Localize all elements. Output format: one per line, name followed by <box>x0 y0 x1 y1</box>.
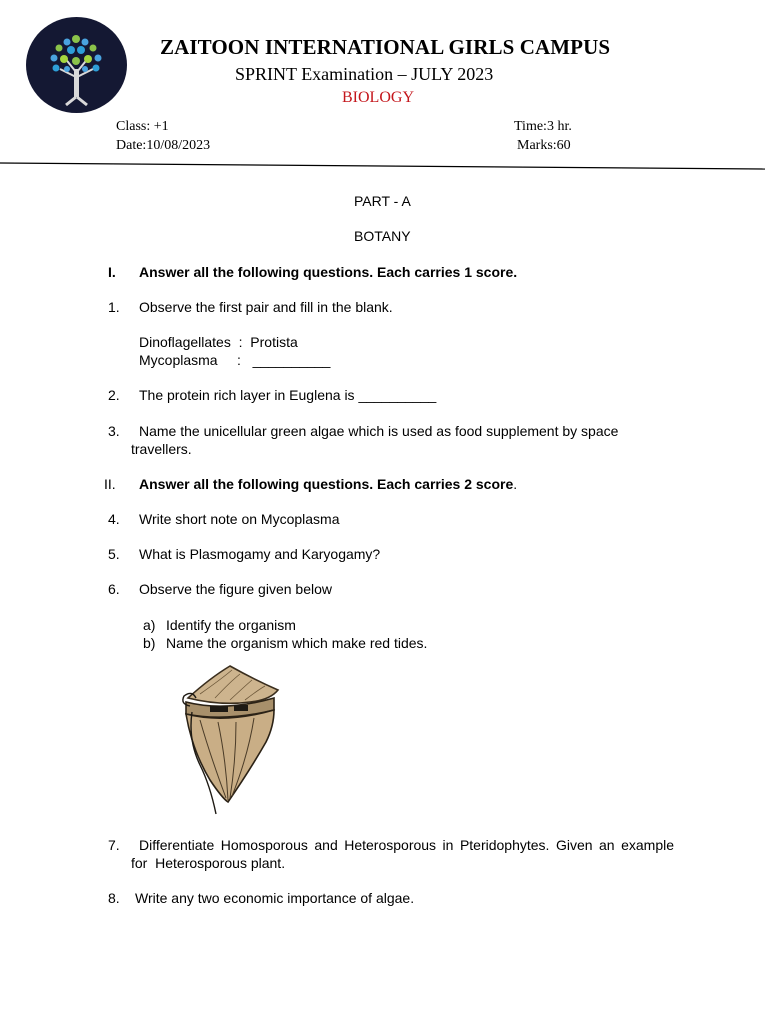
question-3-line-2: travellers. <box>131 441 192 457</box>
question-2-number: 2. <box>108 387 120 403</box>
time-label: Time:3 hr. <box>514 119 572 134</box>
dinoflagellate-figure <box>170 660 300 820</box>
section-1-number: I. <box>108 264 116 280</box>
question-7-line-2: for Heterosporous plant. <box>131 855 286 871</box>
question-3-number: 3. <box>108 423 120 439</box>
question-1-number: 1. <box>108 299 120 315</box>
question-2-text: The protein rich layer in Euglena is __________ <box>139 387 437 403</box>
question-5-text: What is Plasmogamy and Karyogamy? <box>139 546 381 562</box>
question-6b-text: Name the organism which make red tides. <box>166 635 428 651</box>
exam-name: SPRINT Examination – JULY 2023 <box>235 64 494 84</box>
header-divider <box>0 160 768 172</box>
tree-logo-icon <box>26 17 127 113</box>
question-7-number: 7. <box>108 837 120 853</box>
question-6-number: 6. <box>108 581 120 597</box>
question-4-number: 4. <box>108 511 120 527</box>
marks-label: Marks:60 <box>517 138 571 153</box>
question-6-text: Observe the figure given below <box>139 581 332 597</box>
question-6a-label: a) <box>143 617 156 633</box>
part-title: PART - A <box>354 193 411 209</box>
subject-title: BIOLOGY <box>342 89 414 106</box>
section-2-instruction-row <box>139 476 517 492</box>
section-2-number: II. <box>104 476 116 492</box>
question-3-line-1: Name the unicellular green algae which is used as food supplement by space <box>139 423 619 439</box>
date-label: Date:10/08/2023 <box>116 138 211 153</box>
class-label: Class: +1 <box>116 119 169 134</box>
section-title: BOTANY <box>354 228 411 244</box>
question-6a-text: Identify the organism <box>166 617 296 633</box>
question-8-number: 8. <box>108 890 120 906</box>
question-1-pair-2: Mycoplasma : __________ <box>139 352 331 368</box>
school-name: ZAITOON INTERNATIONAL GIRLS CAMPUS <box>160 35 611 59</box>
section-2-instruction: Answer all the following questions. Each carries 2 score <box>139 476 514 492</box>
question-1-text: Observe the first pair and fill in the blank. <box>139 299 393 315</box>
question-7-line-1: Differentiate Homosporous and Heterosporous in Pteridophytes. Given an example <box>139 837 674 853</box>
question-5-number: 5. <box>108 546 120 562</box>
section-1-instruction: Answer all the following questions. Each carries 1 score. <box>139 264 518 280</box>
question-4-text: Write short note on Mycoplasma <box>139 511 340 527</box>
section-2-period: . <box>513 476 518 492</box>
question-6b-label: b) <box>143 635 156 651</box>
question-8-text: Write any two economic importance of algae. <box>135 890 415 906</box>
question-1-pair-1: Dinoflagellates : Protista <box>139 334 298 350</box>
